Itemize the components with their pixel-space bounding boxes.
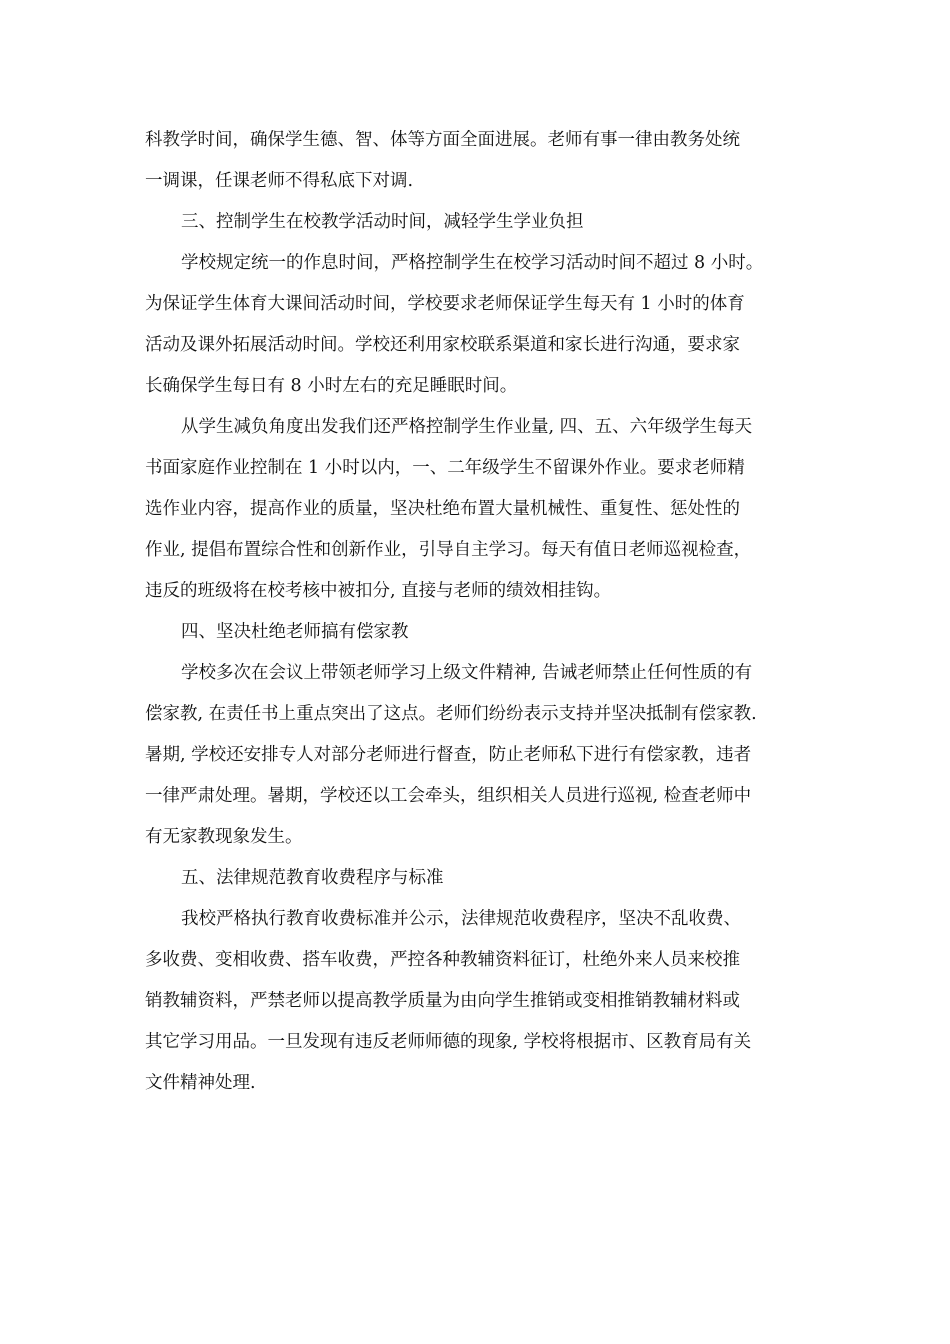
text-line: 偿家教, 在责任书上重点突出了这点。老师们纷纷表示支持并坚决抵制有偿家教. <box>145 704 757 724</box>
text-line: 科教学时间，确保学生德、智、体等方面全面进展。老师有事一律由教务处统 <box>145 130 740 150</box>
text-line: 我校严格执行教育收费标准并公示，法律规范收费程序，坚决不乱收费、 <box>181 909 741 929</box>
text-line: 一律严肃处理。暑期，学校还以工会牵头，组织相关人员进行巡视, 检查老师中 <box>145 786 752 806</box>
text-line: 一调课，任课老师不得私底下对调. <box>145 171 414 191</box>
text-line: 违反的班级将在校考核中被扣分, 直接与老师的绩效相挂钩。 <box>145 581 612 601</box>
section-heading-3: 三、控制学生在校教学活动时间，减轻学生学业负担 <box>181 212 584 232</box>
text-line: 多收费、变相收费、搭车收费，严控各种教辅资料征订，杜绝外来人员来校推 <box>145 950 740 970</box>
text-line: 销教辅资料，严禁老师以提高教学质量为由向学生推销或变相推销教辅材料或 <box>145 991 740 1011</box>
text-line: 文件精神处理. <box>145 1073 256 1093</box>
text-line: 书面家庭作业控制在 1 小时以内，一、二年级学生不留课外作业。要求老师精 <box>145 458 745 478</box>
text-line: 选作业内容，提高作业的质量，坚决杜绝布置大量机械性、重复性、惩处性的 <box>145 499 740 519</box>
text-line: 其它学习用品。一旦发现有违反老师师德的现象, 学校将根据市、区教育局有关 <box>145 1032 752 1052</box>
text-line: 活动及课外拓展活动时间。学校还利用家校联系渠道和家长进行沟通，要求家 <box>145 335 740 355</box>
text-line: 作业, 提倡布置综合性和创新作业，引导自主学习。每天有值日老师巡视检查， <box>145 540 752 560</box>
section-heading-5: 五、法律规范教育收费程序与标准 <box>181 868 444 888</box>
text-line: 有无家教现象发生。 <box>145 827 303 847</box>
text-line: 学校规定统一的作息时间，严格控制学生在校学习活动时间不超过 8 小时。 <box>181 253 764 273</box>
text-line: 长确保学生每日有 8 小时左右的充足睡眠时间。 <box>145 376 518 396</box>
text-line: 为保证学生体育大课间活动时间，学校要求老师保证学生每天有 1 小时的体育 <box>145 294 745 314</box>
text-line: 从学生减负角度出发我们还严格控制学生作业量, 四、五、六年级学生每天 <box>181 417 753 437</box>
text-line: 暑期, 学校还安排专人对部分老师进行督查，防止老师私下进行有偿家教，违者 <box>145 745 752 765</box>
text-line: 学校多次在会议上带领老师学习上级文件精神, 告诫老师禁止任何性质的有 <box>181 663 753 683</box>
document-body <box>145 120 810 1104</box>
section-heading-4: 四、坚决杜绝老师搞有偿家教 <box>181 622 409 642</box>
